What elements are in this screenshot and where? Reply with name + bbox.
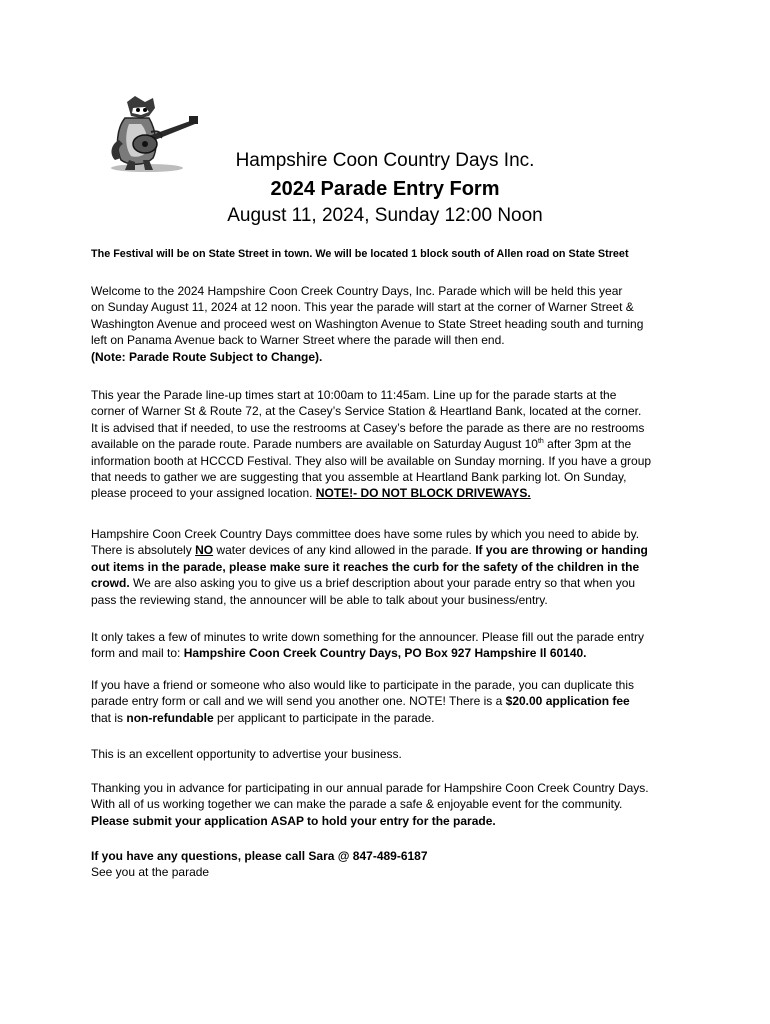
text-span: We are also asking you to give us a brief description about your parade entry so that when you bbox=[129, 576, 636, 591]
fee-paragraph bbox=[91, 677, 691, 726]
contact-paragraph bbox=[91, 848, 691, 881]
route-note: (Note: Parade Route Subject to Change). bbox=[91, 349, 323, 364]
text-line: Hampshire Coon Creek Country Days committee does have some rules by which you need to abide by. bbox=[91, 527, 640, 541]
text-span: after 3pm at the bbox=[543, 437, 632, 452]
text-span: parade entry form or call and we will send you another one. NOTE! There is a bbox=[91, 694, 506, 709]
text-line: Thanking you in advance for participating in our annual parade for Hampshire Coon Creek Country Days. bbox=[91, 781, 649, 795]
text-span: water devices of any kind allowed in the parade. bbox=[213, 543, 476, 558]
rules-paragraph bbox=[91, 526, 691, 608]
text-line: pass the reviewing stand, the announcer will be able to talk about your business/entry. bbox=[91, 592, 548, 607]
text-line: left on Panama Avenue back to Warner Street where the parade will then end. bbox=[91, 333, 505, 348]
text-span: There is absolutely bbox=[91, 543, 196, 558]
event-date: August 11, 2024, Sunday 12:00 Noon bbox=[227, 205, 543, 226]
no-emphasis: NO bbox=[195, 543, 214, 558]
thanks-paragraph bbox=[91, 780, 691, 829]
text-line: If you have a friend or someone who also would like to participate in the parade, you can duplicate this bbox=[91, 678, 634, 692]
text-line: Washington Avenue and proceed west on Washington Avenue to State Street heading south and turning bbox=[91, 316, 644, 331]
text-line: that needs to gather we are suggesting that you assemble at Heartland Bank parking lot. On Sunday, bbox=[91, 470, 627, 485]
location-notice: The Festival will be on State Street in town. We will be located 1 block south of Allen road on State Street bbox=[91, 248, 629, 260]
text-line: This year the Parade line-up times start at 10:00am to 11:45am. Line up for the parade starts at the bbox=[91, 388, 617, 402]
welcome-paragraph bbox=[91, 283, 691, 365]
text-span: per applicant to participate in the parade. bbox=[213, 710, 435, 725]
text-span: please proceed to your assigned location. bbox=[91, 486, 316, 501]
text-line: Welcome to the 2024 Hampshire Coon Creek Country Days, Inc. Parade which will be held this year bbox=[91, 284, 623, 298]
text-line: It is advised that if needed, to use the restrooms at Casey’s before the parade as there are no restrooms bbox=[91, 420, 645, 435]
application-fee: $20.00 application fee bbox=[505, 694, 630, 709]
contact-info: If you have any questions, please call Sara @ 847-489-6187 bbox=[91, 849, 428, 863]
page-title: 2024 Parade Entry Form bbox=[270, 178, 500, 200]
organization-name: Hampshire Coon Country Days Inc. bbox=[235, 150, 535, 171]
text-span: that is bbox=[91, 710, 127, 725]
text-line: corner of Warner St & Route 72, at the Casey’s Service Station & Heartland Bank, located at the corner. bbox=[91, 404, 642, 419]
superscript: th bbox=[537, 438, 544, 446]
non-refundable: non-refundable bbox=[126, 710, 214, 725]
driveway-warning: NOTE!- DO NOT BLOCK DRIVEWAYS. bbox=[315, 486, 531, 501]
submit-asap: Please submit your application ASAP to hold your entry for the parade. bbox=[91, 813, 496, 828]
mail-paragraph bbox=[91, 629, 691, 662]
text-span: form and mail to: bbox=[91, 646, 184, 661]
mailing-address: Hampshire Coon Creek Country Days, PO Box 927 Hampshire Il 60140. bbox=[183, 646, 587, 661]
text-line: This is an excellent opportunity to advertise your business. bbox=[91, 747, 402, 761]
lineup-paragraph bbox=[91, 387, 691, 502]
text-line: It only takes a few of minutes to write down something for the announcer. Please fill out the parade entry bbox=[91, 630, 644, 644]
bold-line: out items in the parade, please make sure it reaches the curb for the safety of the children in the bbox=[91, 559, 640, 574]
bold-span: crowd. bbox=[91, 576, 130, 591]
text-line: information booth at HCCCD Festival. They also will be available on Sunday morning. If you have a group bbox=[91, 453, 652, 468]
bold-span: If you are throwing or handing bbox=[475, 543, 648, 558]
text-line: With all of us working together we can make the parade a safe & enjoyable event for the community. bbox=[91, 797, 623, 812]
advertise-paragraph bbox=[91, 746, 691, 762]
text-span: available on the parade route. Parade numbers are available on Saturday August 10 bbox=[91, 437, 538, 452]
closing-line: See you at the parade bbox=[91, 865, 210, 880]
text-line: on Sunday August 11, 2024 at 12 noon. This year the parade will start at the corner of Warner Street & bbox=[91, 300, 634, 315]
